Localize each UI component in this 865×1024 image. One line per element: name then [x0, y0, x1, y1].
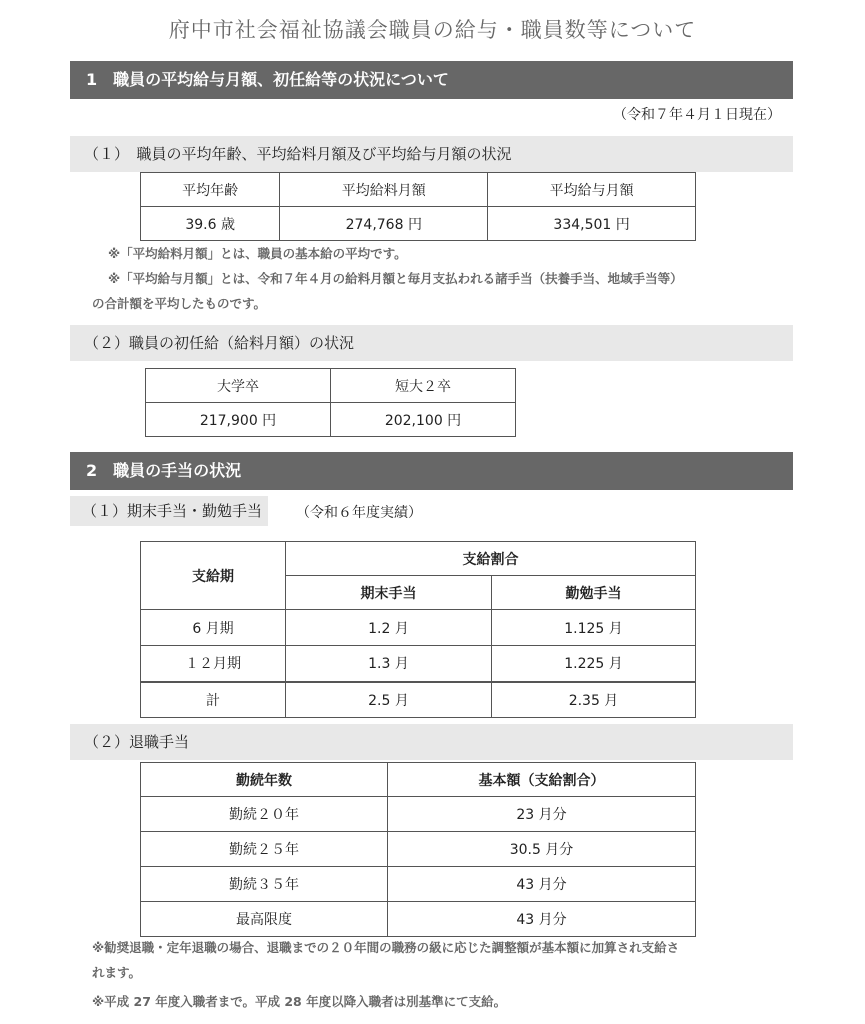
- as-of-date: （令和７年４月１日現在）: [613, 107, 781, 123]
- header-payment-period: 支給期: [141, 542, 286, 610]
- section2-sub2-heading: （２）退職手当: [70, 724, 793, 760]
- note-adjustment-cont: れます。: [92, 965, 142, 980]
- note-eligibility: ※平成 27 年度入職者まで。平成 28 年度以降入職者は別基準にて支給。: [92, 994, 507, 1009]
- value-average-total-salary: 334,501 円: [488, 207, 696, 241]
- years-cell: 勤続２０年: [141, 797, 388, 832]
- header-average-total-salary: 平均給与月額: [488, 173, 696, 207]
- header-term-end-allowance: 期末手当: [286, 576, 492, 610]
- period-cell: 6 月期: [141, 610, 286, 646]
- years-cell: 勤続３５年: [141, 867, 388, 902]
- term-end-cell: 1.3 月: [286, 646, 492, 682]
- section1-sub2-heading: （２）職員の初任給（給料月額）の状況: [70, 325, 793, 361]
- bonus-table: [140, 541, 696, 718]
- table-row: [141, 646, 696, 682]
- value-average-age: 39.6 歳: [141, 207, 280, 241]
- amount-cell: 43 月分: [388, 867, 696, 902]
- header-university: 大学卒: [146, 369, 331, 403]
- table-row: [141, 867, 696, 902]
- header-base-amount: 基本額（支給割合）: [388, 763, 696, 797]
- retirement-table: [140, 762, 696, 937]
- starting-salary-table: [145, 368, 516, 437]
- diligence-cell: 2.35 月: [492, 682, 696, 718]
- section2-heading: 2 職員の手当の状況: [70, 452, 793, 490]
- term-end-cell: 1.2 月: [286, 610, 492, 646]
- table-row: [141, 797, 696, 832]
- section2-sub1-suffix: （令和６年度実績）: [296, 505, 422, 521]
- period-cell: １２月期: [141, 646, 286, 682]
- average-salary-table: [140, 172, 696, 241]
- diligence-cell: 1.125 月: [492, 610, 696, 646]
- header-average-age: 平均年齢: [141, 173, 280, 207]
- period-cell: 計: [141, 682, 286, 718]
- section1-sub1-heading: （１） 職員の平均年齢、平均給料月額及び平均給与月額の状況: [70, 136, 793, 172]
- years-cell: 最高限度: [141, 902, 388, 937]
- header-diligence-allowance: 勤勉手当: [492, 576, 696, 610]
- note-total-salary-cont: の合計額を平均したものです。: [92, 296, 267, 311]
- page-title: 府中市社会福祉協議会職員の給与・職員数等について: [168, 18, 697, 42]
- table-row-total: [141, 682, 696, 718]
- section1-heading: 1 職員の平均給与月額、初任給等の状況について: [70, 61, 793, 99]
- amount-cell: 43 月分: [388, 902, 696, 937]
- table-row: [141, 902, 696, 937]
- header-junior-college: 短大２卒: [331, 369, 516, 403]
- header-average-base-salary: 平均給料月額: [280, 173, 488, 207]
- amount-cell: 30.5 月分: [388, 832, 696, 867]
- note-total-salary: ※「平均給与月額」とは、令和７年４月の給料月額と毎月支払われる諸手当（扶養手当、地域手当等）: [108, 271, 683, 286]
- value-university: 217,900 円: [146, 403, 331, 437]
- amount-cell: 23 月分: [388, 797, 696, 832]
- note-adjustment: ※勧奨退職・定年退職の場合、退職までの２０年間の職務の級に応じた調整額が基本額に加算され支給さ: [92, 940, 680, 955]
- diligence-cell: 1.225 月: [492, 646, 696, 682]
- years-cell: 勤続２５年: [141, 832, 388, 867]
- table-row: [141, 610, 696, 646]
- value-average-base-salary: 274,768 円: [280, 207, 488, 241]
- table-row: [141, 832, 696, 867]
- term-end-cell: 2.5 月: [286, 682, 492, 718]
- note-base-salary: ※「平均給料月額」とは、職員の基本給の平均です。: [108, 246, 407, 261]
- header-payment-ratio: 支給割合: [286, 542, 696, 576]
- value-junior-college: 202,100 円: [331, 403, 516, 437]
- header-years-of-service: 勤続年数: [141, 763, 388, 797]
- section2-sub1-heading: （１）期末手当・勤勉手当: [70, 496, 268, 526]
